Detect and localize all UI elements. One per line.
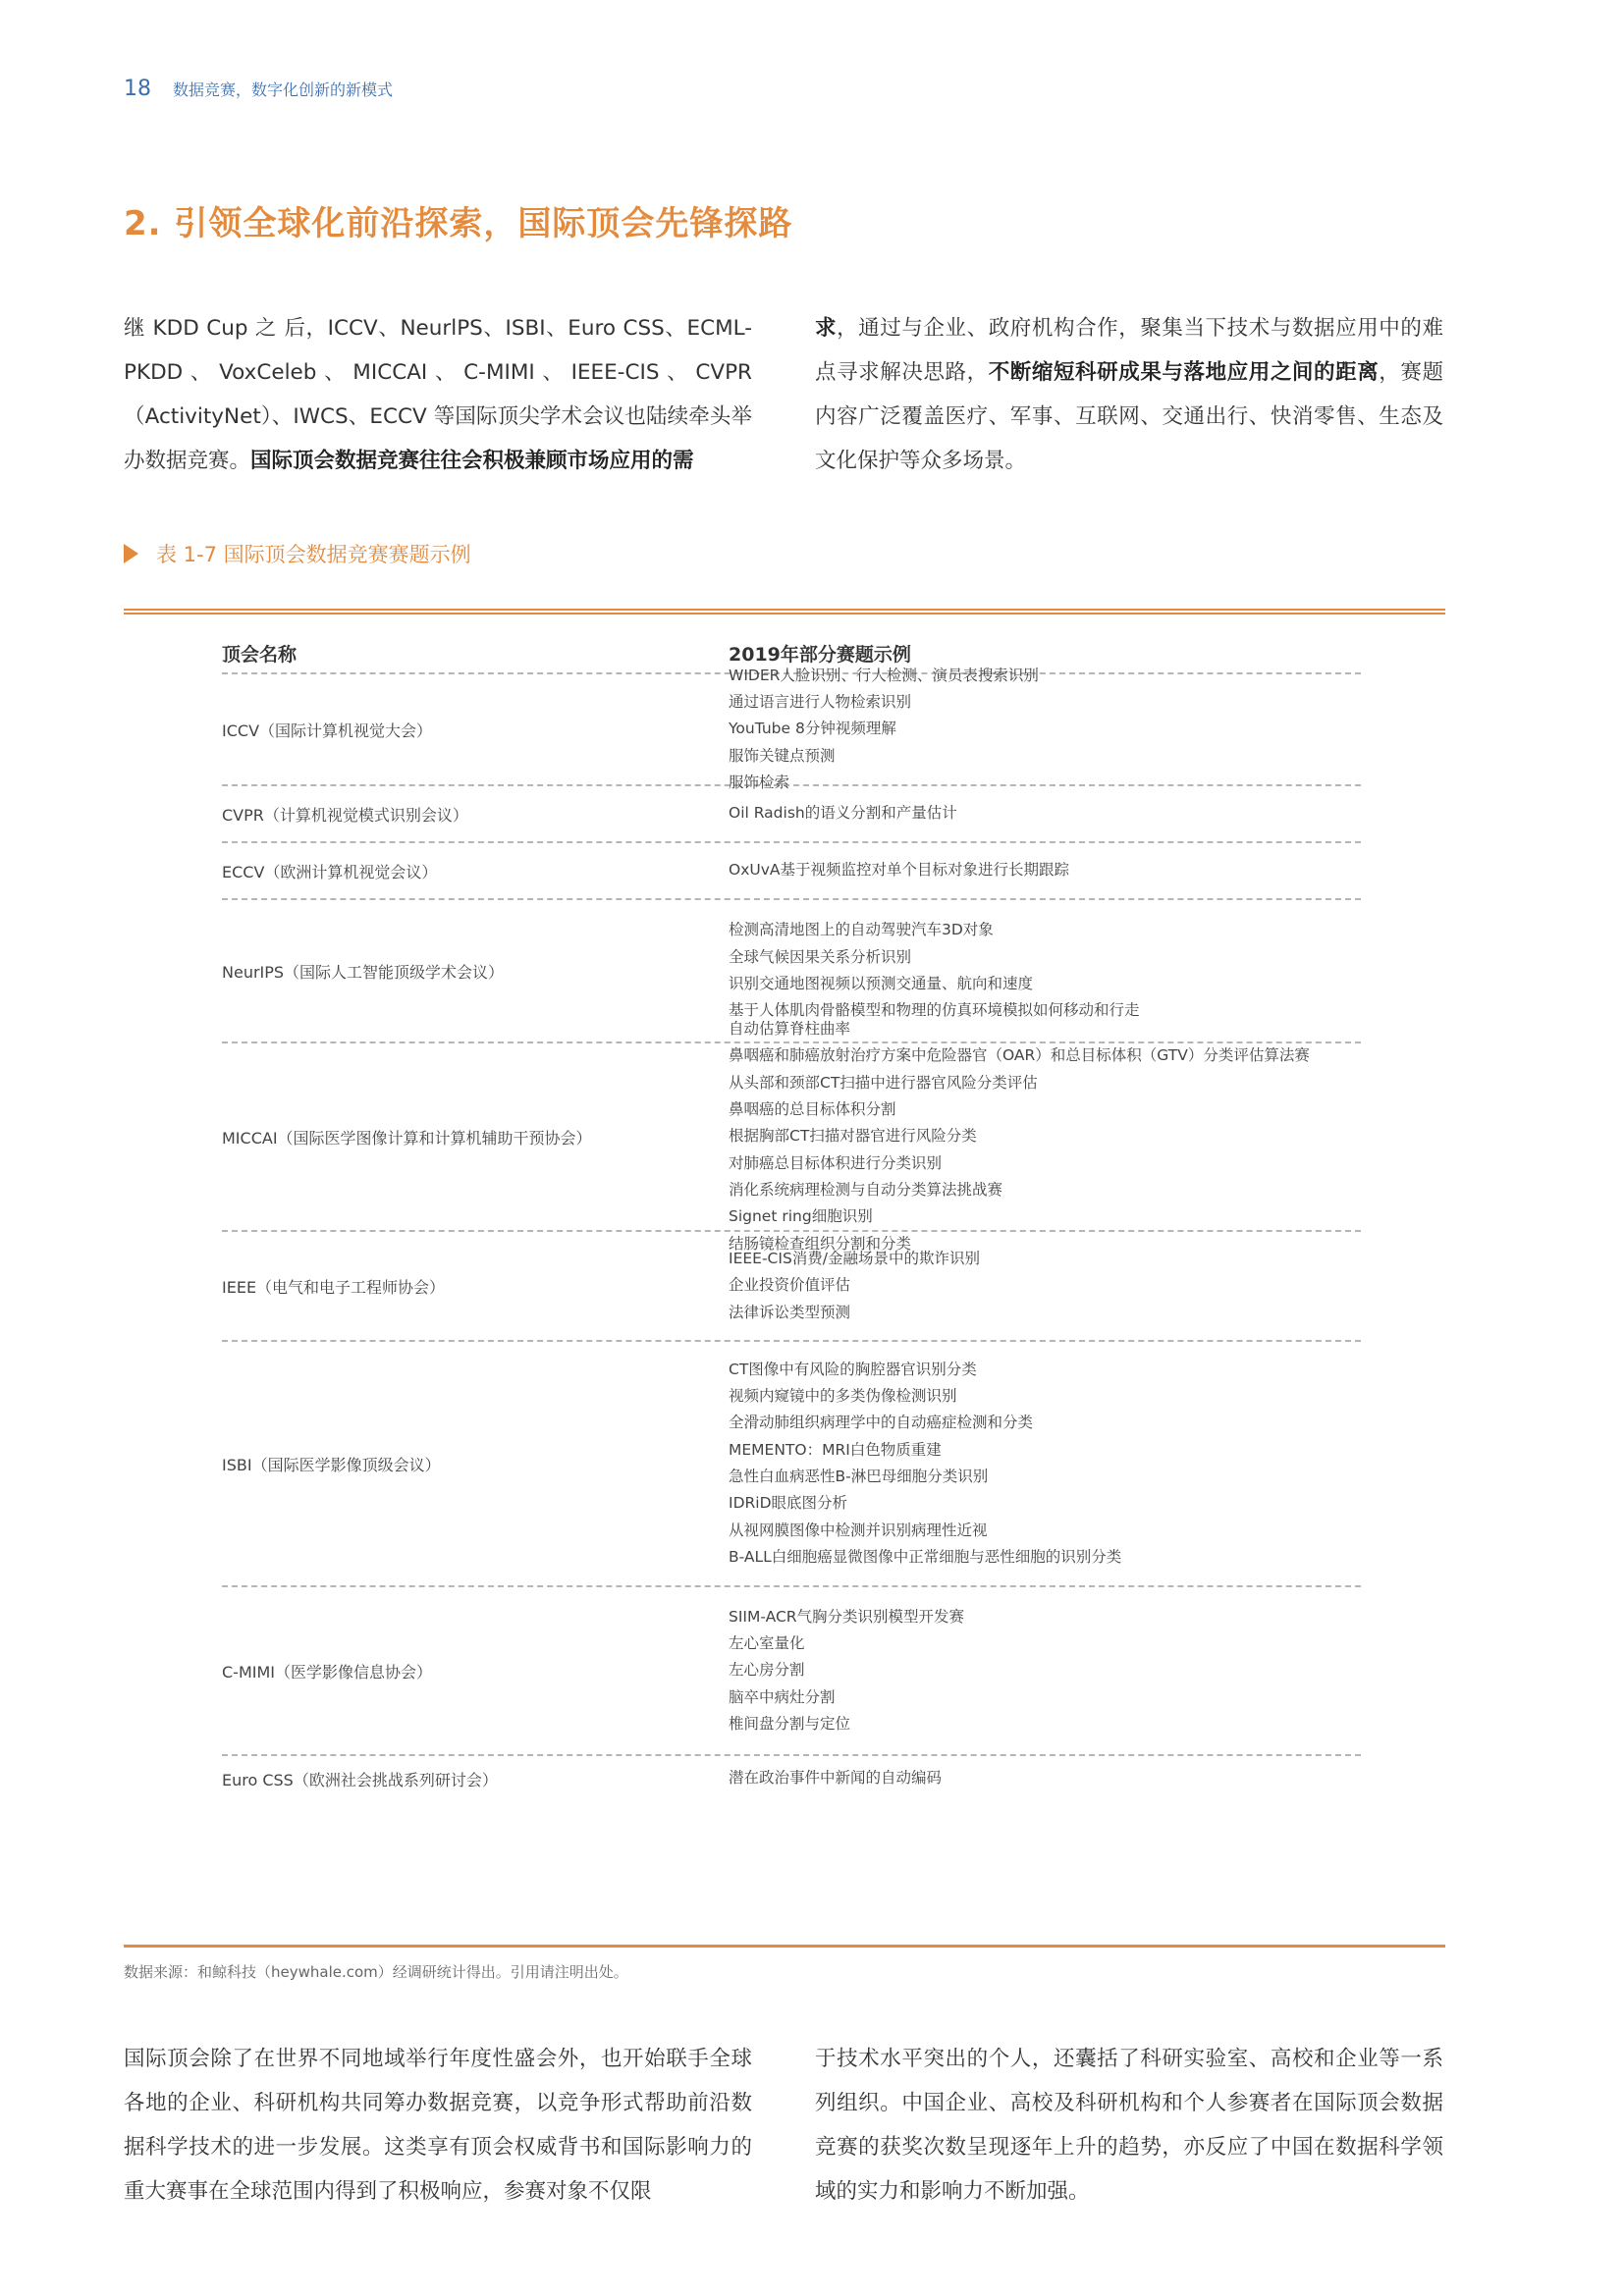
table-row xyxy=(222,841,1361,898)
competition-item: 全滑动肺组织病理学中的自动癌症检测和分类 xyxy=(729,1414,1034,1432)
competition-item: 对肺癌总目标体积进行分类识别 xyxy=(729,1153,943,1172)
competition-examples xyxy=(729,1342,1361,1585)
competition-examples xyxy=(729,666,1361,791)
competition-item: 结肠镜检查组织分割和分类 xyxy=(729,1234,912,1253)
conference-name: ECCV（欧洲计算机视觉会议） xyxy=(222,862,438,881)
outro-text: 国际顶会除了在世界不同地域举行年度性盛会外，也开始联手全球各地的企业、科研机构共同筹办数据竞赛，以竞争形式帮助前沿数据科学技术的进一步发展。这类享有顶会权威背书和国际影响力的重大赛事在全球范围内得到了积极响应，参赛对象不仅限 xyxy=(124,2047,752,2204)
column-header-conference: 顶会名称 xyxy=(222,643,298,666)
competition-item: 通过语言进行人物检索识别 xyxy=(729,693,912,712)
competition-examples xyxy=(729,786,1361,841)
data-source-note: 数据来源：和鲸科技（heywhale.com）经调研统计得出。引用请注明出处。 xyxy=(124,1963,628,1981)
competition-item: 识别交通地图视频以预测交通量、航向和速度 xyxy=(729,975,1034,992)
table-row xyxy=(222,1585,1361,1754)
competition-item: 鼻咽癌和肺癌放射治疗方案中危险器官（OAR）和总目标体积（GTV）分类评估算法赛 xyxy=(729,1046,1310,1065)
table-row xyxy=(222,1754,1361,1801)
competition-examples xyxy=(729,1020,1361,1253)
table-row xyxy=(222,784,1361,841)
page-number: 18 xyxy=(124,77,151,101)
competition-item: Oil Radish的语义分割和产量估计 xyxy=(729,804,957,823)
competition-item: 全球气候因果关系分析识别 xyxy=(729,947,912,966)
table-body xyxy=(222,666,1361,1801)
competition-item: 左心室量化 xyxy=(729,1634,805,1653)
competition-item: 基于人体肌肉骨骼模型和物理的仿真环境模拟如何移动和行走 xyxy=(729,1001,1140,1020)
table-row xyxy=(222,1230,1361,1340)
competition-item: 服饰检索 xyxy=(729,773,790,791)
table-row xyxy=(222,666,1361,791)
intro-text: 继 KDD Cup 之 后，ICCV、NeurlPS、ISBI、Euro CSS、ECML-PKDD、VoxCeleb、MICCAI、C-MIMI、IEEE-CIS、CVPR（ActivityNet）、IWCS、ECCV 等国际顶尖学术会议也陆续牵头举办数据竞赛。 xyxy=(124,316,752,473)
intro-left-column xyxy=(124,306,752,483)
table-caption-text: 表 1-7 国际顶会数据竞赛赛题示例 xyxy=(156,543,471,566)
table-row xyxy=(222,1020,1361,1253)
triangle-marker-icon xyxy=(124,544,138,563)
table-bottom-rule xyxy=(124,1945,1445,1948)
outro-right-column xyxy=(815,2037,1443,2214)
conference-name: Euro CSS（欧洲社会挑战系列研讨会） xyxy=(222,1770,498,1789)
table-row xyxy=(222,1340,1361,1585)
competition-examples xyxy=(729,1232,1361,1340)
competition-item: WIDER人脸识别、行人检测、演员表搜索识别 xyxy=(729,666,1039,684)
competition-item: CT图像中有风险的胸腔器官识别分类 xyxy=(729,1360,977,1378)
competition-item: 法律诉讼类型预测 xyxy=(729,1303,851,1321)
conference-name: NeurIPS（国际人工智能顶级学术会议） xyxy=(222,962,505,982)
competition-item: 服饰关键点预测 xyxy=(729,746,836,765)
outro-left-column xyxy=(124,2037,752,2214)
conference-name: IEEE（电气和电子工程师协会） xyxy=(222,1277,446,1297)
competition-item: MEMENTO：MRI白色物质重建 xyxy=(729,1440,942,1459)
competition-item: B-ALL白细胞癌显微图像中正常细胞与恶性细胞的识别分类 xyxy=(729,1547,1122,1566)
competition-item: 潜在政治事件中新闻的自动编码 xyxy=(729,1769,943,1788)
intro-bold-text: 不断缩短科研成果与落地应用之间的距离 xyxy=(988,360,1380,385)
section-title: 2. 引领全球化前沿探索，国际顶会先锋探路 xyxy=(124,204,793,243)
intro-text: ，赛题内容广泛覆盖医疗、军事、互联网、交通出行、快消零售、生态及文化保护等众多场景。 xyxy=(815,360,1443,473)
competition-item: IEEE-CIS消费/金融场景中的欺诈识别 xyxy=(729,1250,981,1268)
competition-examples xyxy=(729,1587,1361,1754)
table-caption xyxy=(124,539,471,568)
competition-item: SIIM-ACR气胸分类识别模型开发赛 xyxy=(729,1607,965,1626)
page-header xyxy=(124,77,393,101)
outro-text: 于技术水平突出的个人，还囊括了科研实验室、高校和企业等一系列组织。中国企业、高校及科研机构和个人参赛者在国际顶会数据竞赛的获奖次数呈现逐年上升的趋势，亦反应了中国在数据科学领域的实力和影响力不断加强。 xyxy=(815,2047,1443,2204)
competition-item: OxUvA基于视频监控对单个目标对象进行长期跟踪 xyxy=(729,861,1069,880)
conference-name: ISBI（国际医学影像顶级会议） xyxy=(222,1455,441,1474)
competition-item: 自动估算脊柱曲率 xyxy=(729,1020,851,1039)
competition-examples xyxy=(729,843,1361,898)
competition-item: 从头部和颈部CT扫描中进行器官风险分类评估 xyxy=(729,1073,1038,1092)
conference-name: C-MIMI（医学影像信息协会） xyxy=(222,1662,432,1682)
running-title: 数据竞赛，数字化创新的新模式 xyxy=(173,80,394,99)
intro-bold-text: 国际顶会数据竞赛往往会积极兼顾市场应用的需 xyxy=(250,449,694,473)
competition-item: 从视网膜图像中检测并识别病理性近视 xyxy=(729,1521,988,1539)
competition-examples xyxy=(729,1756,1361,1801)
competition-item: IDRiD眼底图分析 xyxy=(729,1494,848,1513)
conference-name: MICCAI（国际医学图像计算和计算机辅助干预协会） xyxy=(222,1128,592,1148)
competition-item: 检测高清地图上的自动驾驶汽车3D对象 xyxy=(729,921,994,939)
competition-item: 椎间盘分割与定位 xyxy=(729,1714,851,1733)
competition-item: 企业投资价值评估 xyxy=(729,1276,851,1295)
competition-item: 视频内窥镜中的多类伪像检测识别 xyxy=(729,1387,957,1406)
conference-name: ICCV（国际计算机视觉大会） xyxy=(222,721,433,740)
column-header-examples: 2019年部分赛题示例 xyxy=(729,643,911,666)
competition-item: 根据胸部CT扫描对器官进行风险分类 xyxy=(729,1127,977,1146)
competition-item: 脑卒中病灶分割 xyxy=(729,1687,836,1706)
intro-right-column xyxy=(815,306,1443,483)
competition-item: 急性白血病恶性B-淋巴母细胞分类识别 xyxy=(729,1468,989,1485)
competition-item: 鼻咽癌的总目标体积分割 xyxy=(729,1100,896,1119)
competition-item: YouTube 8分钟视频理解 xyxy=(729,720,896,738)
competition-item: Signet ring细胞识别 xyxy=(729,1207,873,1226)
table-top-rule xyxy=(124,609,1445,614)
intro-text: ，通过与企业、政府机构合作，聚集当下技术与数据应用中的难点寻求解决思路， xyxy=(815,316,1443,385)
competition-item: 消化系统病理检测与自动分类算法挑战赛 xyxy=(729,1180,1003,1199)
conference-name: CVPR（计算机视觉模式识别会议） xyxy=(222,805,468,825)
competition-item: 左心房分割 xyxy=(729,1661,805,1680)
intro-bold-text: 求 xyxy=(815,316,838,341)
